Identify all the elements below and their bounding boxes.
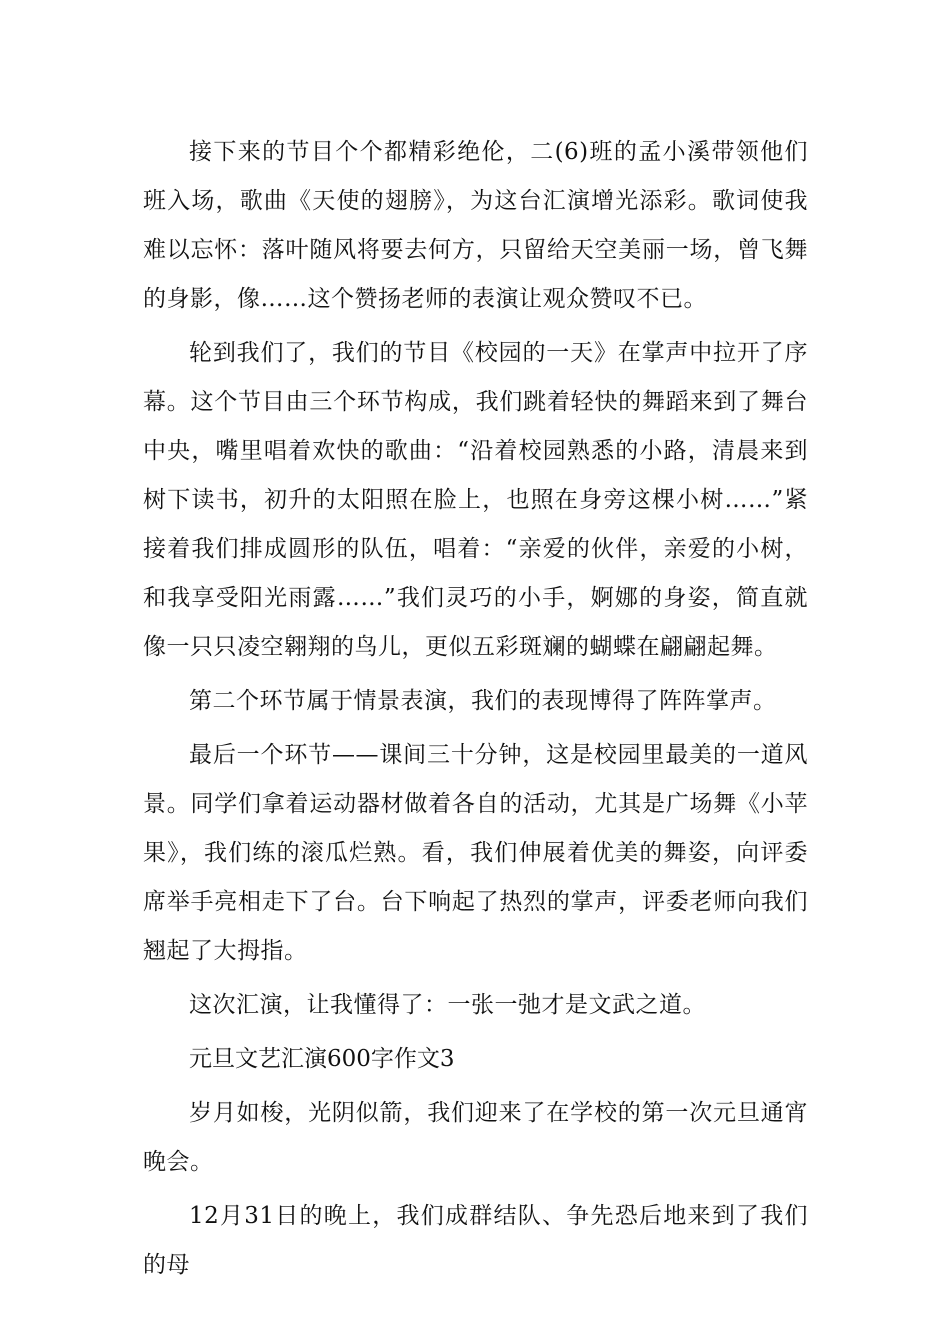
paragraph-6: 岁月如梭，光阴似箭，我们迎来了在学校的第一次元旦通宵晚会。 <box>143 1100 808 1175</box>
paragraph-1: 接下来的节目个个都精彩绝伦，二(6)班的孟小溪带领他们班入场，歌曲《天使的翅膀》，为这台汇演增光添彩。歌词使我难以忘怀：落叶随风将要去何方，只留给天空美丽一场，曾飞舞的身影，像……这个赞扬老师的表演让观众赞叹不已。 <box>143 139 808 312</box>
paragraph-7: 12月31日的晚上，我们成群结队、争先恐后地来到了我们的母 <box>143 1203 808 1278</box>
paragraph-3: 第二个环节属于情景表演，我们的表现博得了阵阵掌声。 <box>189 688 777 714</box>
document-body <box>143 128 808 1295</box>
paragraph-4: 最后一个环节——课间三十分钟，这是校园里最美的一道风景。同学们拿着运动器材做着各自的活动，尤其是广场舞《小苹果》，我们练的滚瓜烂熟。看，我们伸展着优美的舞姿，向评委席举手亮相走下了台。台下响起了热烈的掌声，评委老师向我们翘起了大拇指。 <box>143 742 808 964</box>
paragraph-5: 这次汇演，让我懂得了：一张一弛才是文武之道。 <box>189 992 706 1018</box>
section-heading: 元旦文艺汇演600字作文3 <box>189 1046 455 1072</box>
paragraph-2: 轮到我们了，我们的节目《校园的一天》在掌声中拉开了序幕。这个节目由三个环节构成，我们跳着轻快的舞蹈来到了舞台中央，嘴里唱着欢快的歌曲：“沿着校园熟悉的小路，清晨来到树下读书，初升的太阳照在脸上，也照在身旁这棵小树……”紧接着我们排成圆形的队伍，唱着：“亲爱的伙伴，亲爱的小树，和我享受阳光雨露……”我们灵巧的小手，婀娜的身姿，简直就像一只只凌空翱翔的鸟儿，更似五彩斑斓的蝴蝶在翩翩起舞。 <box>143 340 808 660</box>
